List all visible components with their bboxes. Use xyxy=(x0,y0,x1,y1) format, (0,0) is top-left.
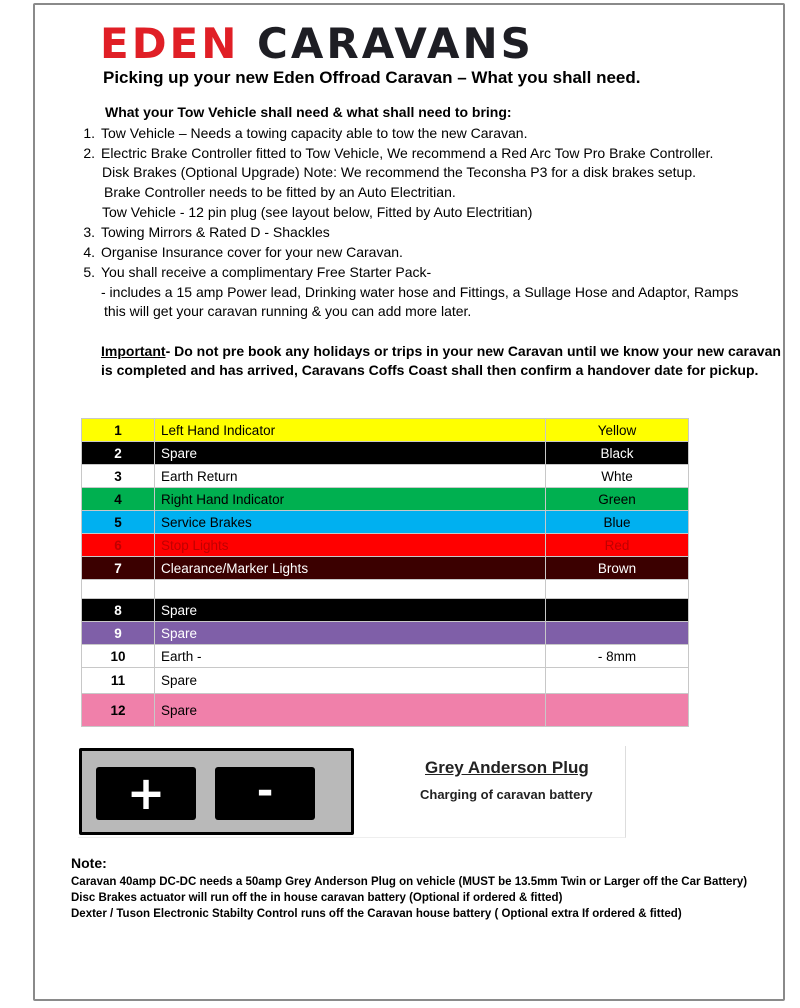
pin-number: 5 xyxy=(82,511,155,534)
pin-number: 11 xyxy=(82,668,155,694)
pin-description: Service Brakes xyxy=(155,511,546,534)
pin-wire-color: Green xyxy=(546,488,689,511)
table-row xyxy=(82,557,689,580)
plus-icon: + xyxy=(96,767,196,820)
table-row xyxy=(82,488,689,511)
eden-caravans-logo xyxy=(100,19,670,68)
pin-number xyxy=(82,580,155,599)
list-item: 3. Towing Mirrors & Rated D - Shackles xyxy=(83,224,330,240)
pin-wire-color: Yellow xyxy=(546,419,689,442)
pin-wire-color: Black xyxy=(546,442,689,465)
anderson-plug-image xyxy=(79,748,354,835)
table-row xyxy=(82,465,689,488)
table-row xyxy=(82,580,689,599)
pin-number: 10 xyxy=(82,645,155,668)
pin-description: Stop Lights xyxy=(155,534,546,557)
pin-layout-table xyxy=(81,418,689,727)
minus-icon: - xyxy=(215,767,315,820)
pin-wire-color xyxy=(546,599,689,622)
page-title: Picking up your new Eden Offroad Caravan – What you shall need. xyxy=(103,68,641,87)
pin-number: 1 xyxy=(82,419,155,442)
table-row xyxy=(82,694,689,727)
logo-caravans: CARAVANS xyxy=(257,19,534,68)
pin-number: 8 xyxy=(82,599,155,622)
pin-number: 7 xyxy=(82,557,155,580)
pin-number: 6 xyxy=(82,534,155,557)
note-line: Dexter / Tuson Electronic Stabilty Control runs off the Caravan house battery ( Optional extra If ordered & fitted) xyxy=(71,908,682,920)
pin-description: Earth - xyxy=(155,645,546,668)
pin-description: Spare xyxy=(155,694,546,727)
list-item: Tow Vehicle - 12 pin plug (see layout below, Fitted by Auto Electritian) xyxy=(102,204,533,220)
table-row xyxy=(82,599,689,622)
table-row xyxy=(82,534,689,557)
pin-number: 4 xyxy=(82,488,155,511)
pin-wire-color: Brown xyxy=(546,557,689,580)
pin-number: 12 xyxy=(82,694,155,727)
pin-wire-color: Red xyxy=(546,534,689,557)
list-item: 1. Tow Vehicle – Needs a towing capacity able to tow the new Caravan. xyxy=(83,125,528,141)
plug-subtitle: Charging of caravan battery xyxy=(420,787,593,802)
pin-description: Spare xyxy=(155,599,546,622)
list-item: 2. Electric Brake Controller fitted to Tow Vehicle, We recommend a Red Arc Tow Pro Brake Controller. xyxy=(83,145,714,161)
pin-description: Spare xyxy=(155,622,546,645)
important-text: - Do not pre book any holidays or trips in your new Caravan until we know your new caravan is completed and has arrived, Caravans Coffs Coast shall then confirm a handover date for pickup. xyxy=(101,343,781,378)
important-notice xyxy=(101,342,791,380)
anderson-plug-panel xyxy=(78,746,626,838)
pin-wire-color xyxy=(546,694,689,727)
pin-wire-color: - 8mm xyxy=(546,645,689,668)
table-row xyxy=(82,668,689,694)
pin-description: Right Hand Indicator xyxy=(155,488,546,511)
pin-wire-color xyxy=(546,622,689,645)
pin-number: 2 xyxy=(82,442,155,465)
pin-wire-color xyxy=(546,668,689,694)
pin-number: 3 xyxy=(82,465,155,488)
table-row xyxy=(82,645,689,668)
pin-description: Clearance/Marker Lights xyxy=(155,557,546,580)
pin-wire-color xyxy=(546,580,689,599)
important-label: Important xyxy=(101,343,166,359)
list-item: this will get your caravan running & you can add more later. xyxy=(104,303,472,319)
list-item: 4. Organise Insurance cover for your new Caravan. xyxy=(83,244,403,260)
list-item: 5. You shall receive a complimentary Free Starter Pack- xyxy=(83,264,432,280)
list-item: Brake Controller needs to be fitted by an Auto Electritian. xyxy=(104,184,456,200)
pin-wire-color: Blue xyxy=(546,511,689,534)
pin-number: 9 xyxy=(82,622,155,645)
note-title: Note: xyxy=(71,855,107,871)
pin-description: Spare xyxy=(155,442,546,465)
list-item: - includes a 15 amp Power lead, Drinking water hose and Fittings, a Sullage Hose and Adaptor, Ramps xyxy=(101,284,739,300)
logo-eden: EDEN xyxy=(100,19,240,68)
pin-description: Left Hand Indicator xyxy=(155,419,546,442)
section-subheading: What your Tow Vehicle shall need & what shall need to bring: xyxy=(105,104,512,120)
plug-title: Grey Anderson Plug xyxy=(425,758,589,777)
list-item: Disk Brakes (Optional Upgrade) Note: We recommend the Teconsha P3 for a disk brakes setup. xyxy=(102,164,696,180)
note-line: Disc Brakes actuator will run off the in house caravan battery (Optional if ordered & fitted) xyxy=(71,892,563,904)
pin-description: Spare xyxy=(155,668,546,694)
table-row xyxy=(82,511,689,534)
pin-description: Earth Return xyxy=(155,465,546,488)
table-row xyxy=(82,419,689,442)
table-row xyxy=(82,622,689,645)
table-row xyxy=(82,442,689,465)
pin-description xyxy=(155,580,546,599)
pin-wire-color: Whte xyxy=(546,465,689,488)
note-line: Caravan 40amp DC-DC needs a 50amp Grey Anderson Plug on vehicle (MUST be 13.5mm Twin or Larger off the Car Battery) xyxy=(71,876,748,888)
